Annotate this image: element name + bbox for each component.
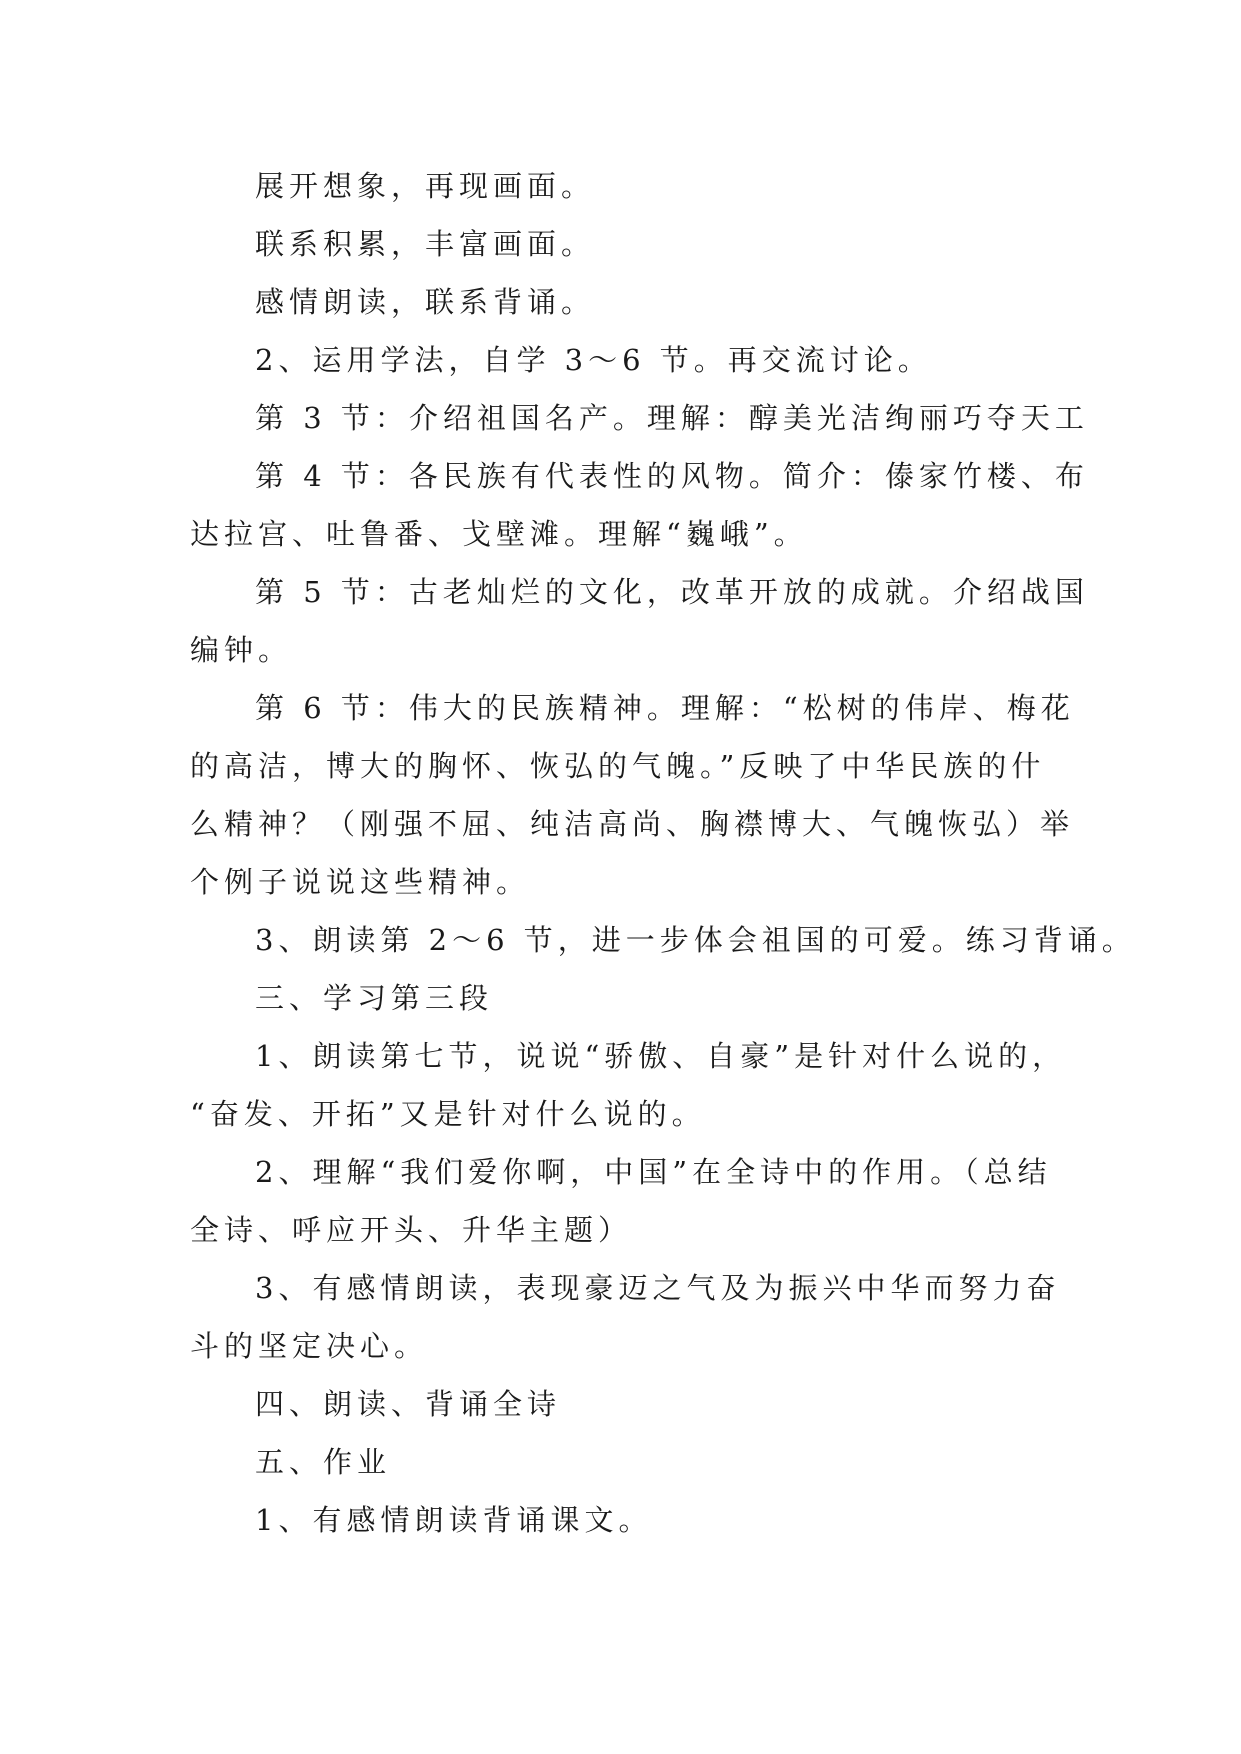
section-heading: 三、学习第三段 [255, 981, 494, 1015]
text-line: 1、朗读第七节，说说“骄傲、自豪”是针对什么说的， [255, 1039, 1067, 1073]
text-line: 3、有感情朗读，表现豪迈之气及为振兴中华而努力奋 [255, 1271, 1061, 1305]
text-line: 2、运用学法，自学 3～6 节。再交流讨论。 [255, 343, 932, 377]
text-line: 第 4 节：各民族有代表性的风物。简介：傣家竹楼、布 [255, 459, 1089, 493]
text-line: 联系积累，丰富画面。 [255, 227, 596, 261]
text-line: 编钟。 [190, 633, 293, 667]
section-heading: 四、朗读、背诵全诗 [255, 1387, 562, 1421]
text-line: 第 6 节：伟大的民族精神。理解：“松树的伟岸、梅花 [255, 691, 1075, 725]
text-line: 个例子说说这些精神。 [190, 865, 531, 899]
text-line: 展开想象，再现画面。 [255, 169, 596, 203]
text-line: 感情朗读，联系背诵。 [255, 285, 596, 319]
text-line: 达拉宫、吐鲁番、戈壁滩。理解“巍峨”。 [190, 517, 808, 551]
text-line: 么精神？（刚强不屈、纯洁高尚、胸襟博大、气魄恢弘）举 [190, 807, 1075, 841]
text-line: 第 5 节：古老灿烂的文化，改革开放的成就。介绍战国 [255, 575, 1089, 609]
text-line: 第 3 节：介绍祖国名产。理解：醇美光洁绚丽巧夺天工 [255, 401, 1089, 435]
text-line: 的高洁，博大的胸怀、恢弘的气魄。”反映了中华民族的什 [190, 749, 1046, 783]
section-heading: 五、作业 [255, 1445, 392, 1479]
text-line: 斗的坚定决心。 [190, 1329, 429, 1363]
text-line: 2、理解“我们爱你啊，中国”在全诗中的作用。（总结 [255, 1155, 1052, 1189]
text-line: “奋发、开拓”又是针对什么说的。 [190, 1097, 706, 1131]
text-line: 3、朗读第 2～6 节，进一步体会祖国的可爱。练习背诵。 [255, 923, 1136, 957]
text-line: 全诗、呼应开头、升华主题） [190, 1213, 633, 1247]
text-line: 1、有感情朗读背诵课文。 [255, 1503, 653, 1537]
